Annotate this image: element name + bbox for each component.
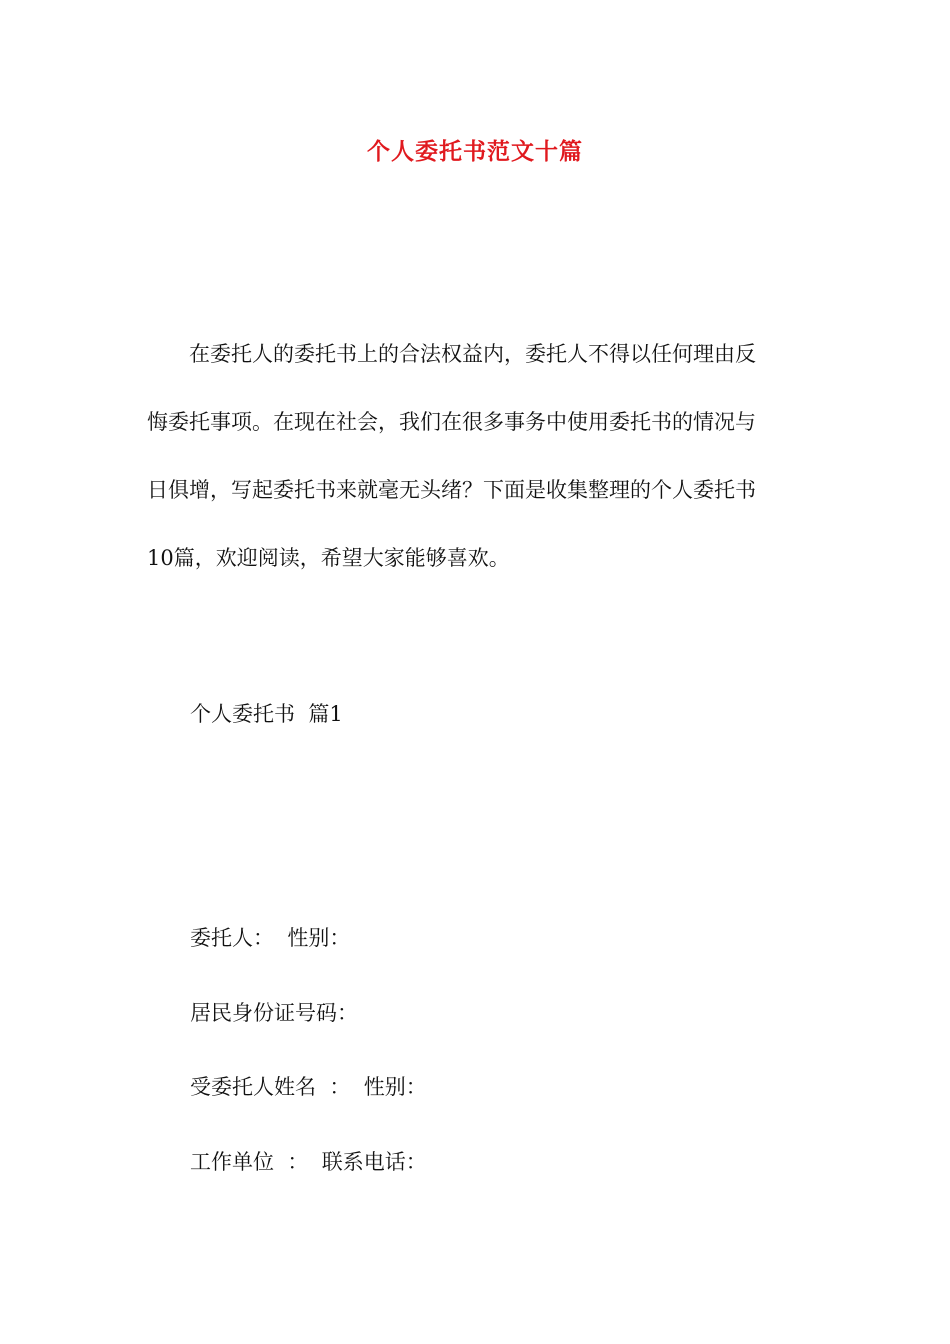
field-work-unit: 工作单位 ： 联系电话： [190,1150,427,1174]
field-id-number: 居民身份证号码： [190,1001,358,1025]
intro-line: 悔委托事项。在现在社会，我们在很多事务中使用委托书的情况与 [147,410,756,434]
intro-line: 在委托人的委托书上的合法权益内，委托人不得以任何理由反 [189,342,756,366]
document-title: 个人委托书范文十篇 [367,138,583,165]
field-principal: 委托人： 性别： [190,926,351,950]
intro-line: 10篇，欢迎阅读，希望大家能够喜欢。 [147,546,510,570]
intro-line: 日俱增，写起委托书来就毫无头绪？下面是收集整理的个人委托书 [147,478,756,502]
intro-paragraph [147,320,807,592]
field-agent-name: 受委托人姓名 ： 性别： [190,1075,427,1099]
section-heading: 个人委托书 篇1 [190,702,343,726]
